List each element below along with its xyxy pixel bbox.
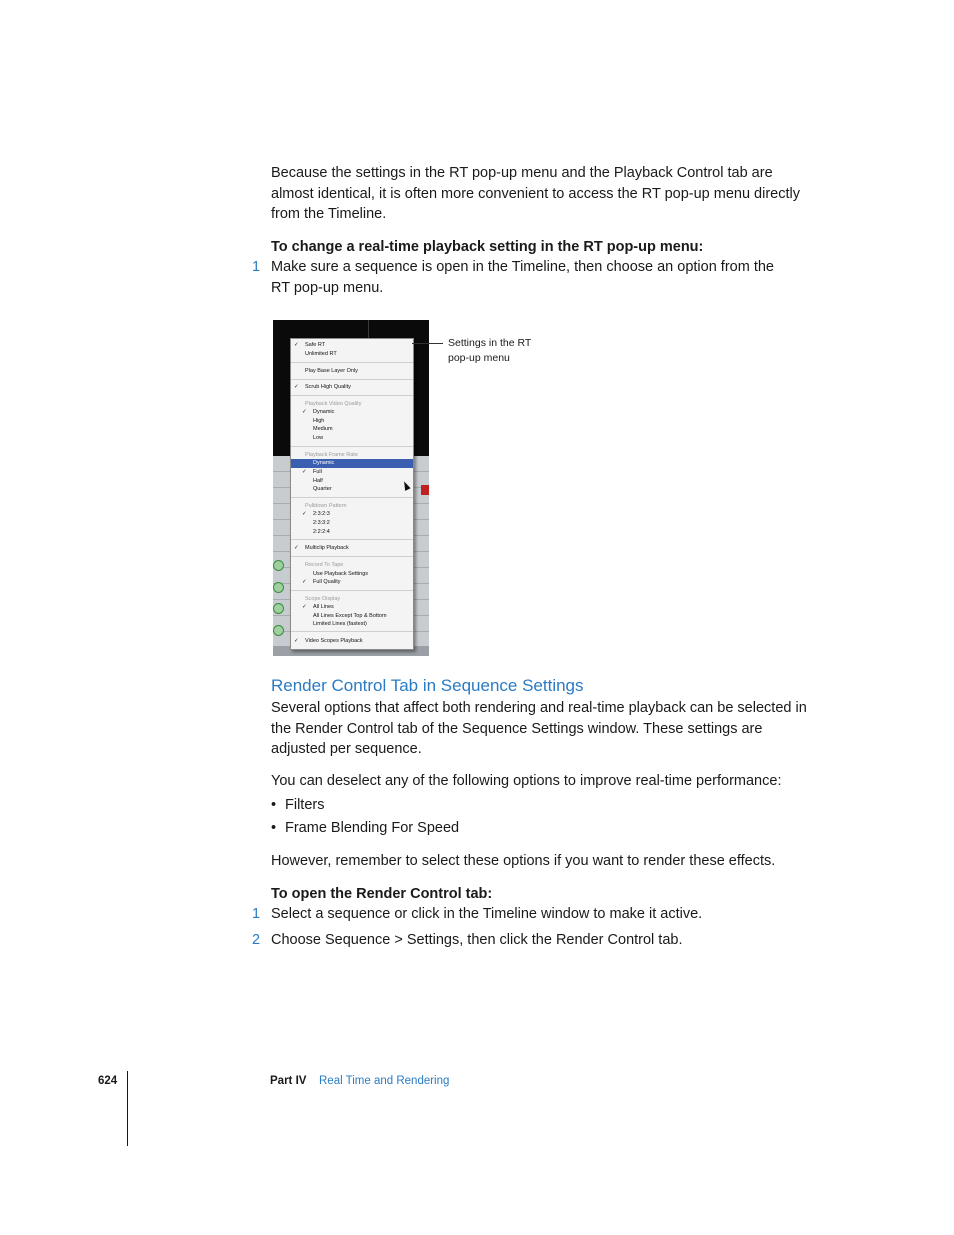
figure-callout: Settings in the RT pop-up menu	[448, 337, 532, 364]
track-control-icon	[273, 603, 284, 614]
callout-leader-line	[412, 343, 443, 344]
menu-item-all-lines-except[interactable]: All Lines Except Top & Bottom	[313, 613, 387, 619]
section-title: Render Control Tab in Sequence Settings	[271, 676, 584, 695]
menu-item-fr-quarter[interactable]: Quarter	[313, 486, 332, 492]
menu-item-fr-half[interactable]: Half	[313, 478, 323, 484]
list-item: • Frame Blending For Speed	[271, 818, 816, 841]
step-text: Choose Sequence > Settings, then click the Render Control tab.	[271, 932, 683, 948]
menu-item-safe-rt[interactable]: ✓ Safe RT	[294, 342, 326, 348]
step-number: 1	[252, 259, 261, 275]
menu-item-fr-dynamic[interactable]: Dynamic	[291, 459, 413, 468]
footer-rule	[127, 1071, 128, 1146]
footer-part: Part IV	[270, 1075, 307, 1087]
menu-item-full-quality[interactable]: ✓ Full Quality	[302, 579, 341, 585]
menu-item-play-base-layer[interactable]: Play Base Layer Only	[305, 368, 358, 374]
menu-item-scrub-high-quality[interactable]: ✓ Scrub High Quality	[294, 384, 351, 390]
menu-item-multiclip[interactable]: ✓ Multiclip Playback	[294, 545, 349, 551]
menu-item-vq-high[interactable]: High	[313, 418, 325, 424]
menu-item-use-playback-settings[interactable]: Use Playback Settings	[313, 571, 369, 577]
page-number: 624	[98, 1075, 118, 1087]
section-paragraph: However, remember to select these options if you want to render these effects.	[271, 853, 776, 869]
menu-header-record-to-tape: Record To Tape	[305, 562, 344, 568]
menu-item-pd-2224[interactable]: 2:2:2:4	[313, 529, 330, 535]
timeline-marker-icon	[421, 485, 429, 495]
menu-item-vq-low[interactable]: Low	[313, 435, 324, 441]
menu-item-unlimited-rt[interactable]: Unlimited RT	[305, 351, 337, 357]
menu-header-video-quality: Playback Video Quality	[305, 401, 362, 407]
section-paragraph: You can deselect any of the following options to improve real-time performance:	[271, 773, 782, 789]
options-list	[271, 795, 816, 841]
menu-header-pulldown: Pulldown Pattern	[305, 503, 347, 509]
track-control-icon	[273, 625, 284, 636]
section-paragraph: Several options that affect both rendering and real-time playback can be selected in the Render Control tab of the Sequence Settings window. These settings are adjusted per sequence.	[271, 700, 807, 757]
step-number: 2	[252, 932, 261, 948]
step-text: Make sure a sequence is open in the Timeline, then choose an option from the RT pop-up menu.	[271, 259, 774, 296]
menu-item-fr-full[interactable]: ✓ Full	[302, 469, 322, 475]
track-control-icon	[273, 582, 284, 593]
step-text: Select a sequence or click in the Timeline window to make it active.	[271, 906, 703, 922]
task-heading-render-control: To open the Render Control tab:	[271, 886, 493, 902]
menu-item-video-scopes-playback[interactable]: ✓ Video Scopes Playback	[294, 638, 363, 644]
menu-item-vq-medium[interactable]: Medium	[313, 426, 333, 432]
task-heading-rt-menu: To change a real-time playback setting in the RT pop-up menu:	[271, 239, 704, 255]
footer-chapter-link[interactable]: Real Time and Rendering	[319, 1075, 450, 1087]
menu-item-pd-2323[interactable]: ✓ 2:3:2:3	[302, 511, 330, 517]
list-item: • Filters	[271, 795, 816, 818]
menu-item-limited-lines[interactable]: Limited Lines (fastest)	[313, 621, 367, 627]
menu-header-scope-display: Scope Display	[305, 596, 341, 602]
step-number: 1	[252, 906, 261, 922]
menu-item-pd-2332[interactable]: 2:3:3:2	[313, 520, 330, 526]
menu-header-frame-rate: Playback Frame Rate	[305, 452, 358, 458]
track-control-icon	[273, 560, 284, 571]
menu-item-vq-dynamic[interactable]: ✓ Dynamic	[302, 409, 335, 415]
menu-item-all-lines[interactable]: ✓ All Lines	[302, 604, 334, 610]
rt-popup-menu	[290, 338, 414, 650]
rt-popup-menu-screenshot	[273, 320, 429, 656]
intro-paragraph: Because the settings in the RT pop-up menu and the Playback Control tab are almost identical, it is often more convenient to access the RT pop-up menu directly from the Timeline.	[271, 165, 800, 222]
